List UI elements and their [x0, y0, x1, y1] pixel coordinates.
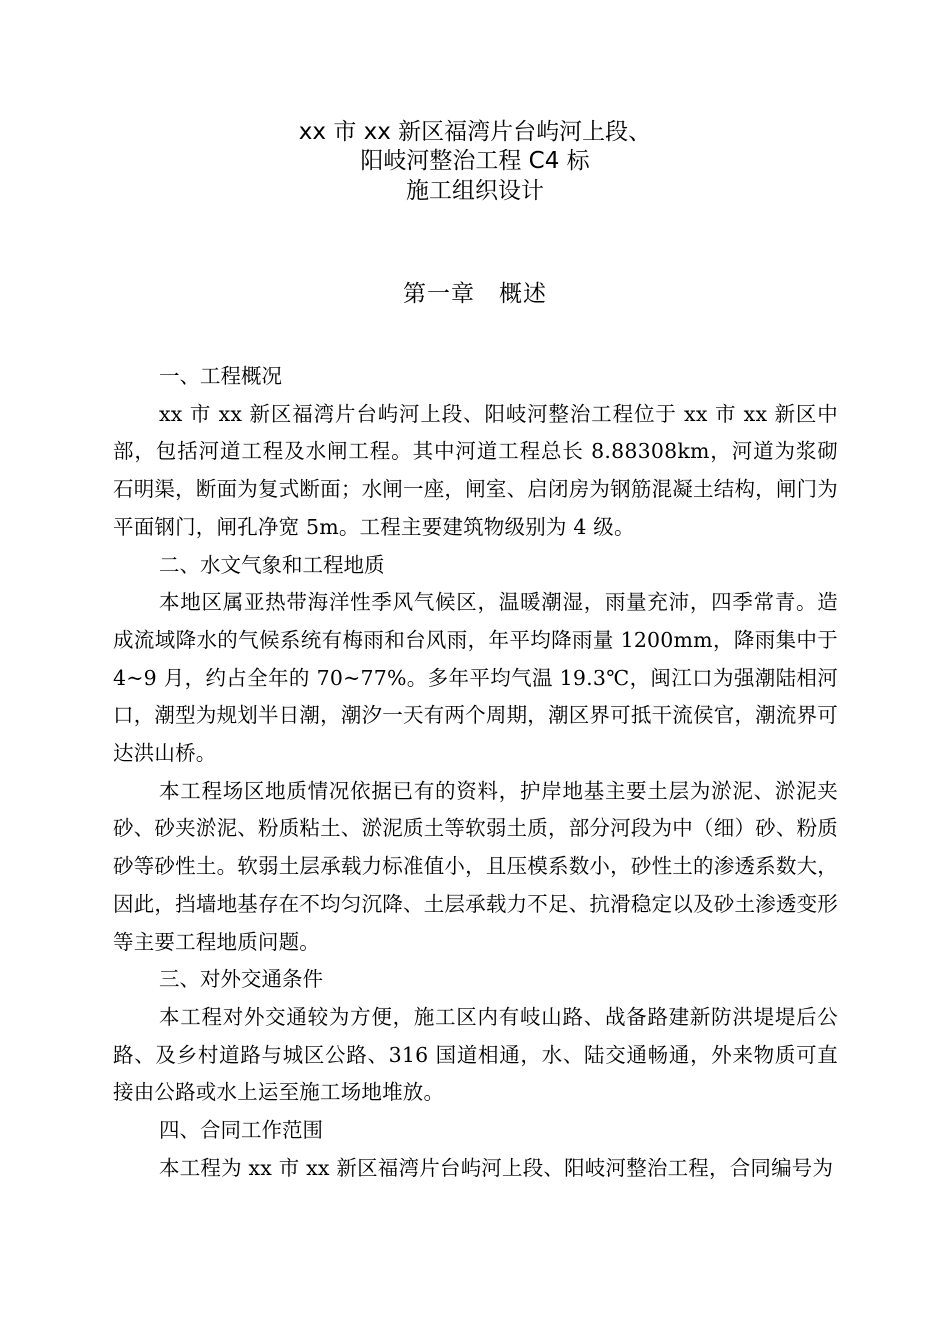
paragraph-geology: 本工程场区地质情况依据已有的资料，护岸地基主要土层为淤泥、淤泥夹砂、砂夹淤泥、粉质粘土、淤泥质土等软弱土质，部分河段为中（细）砂、粉质砂等砂性土。软弱土层承载力标准值小，且压模系数小，砂性土的渗透系数大，因此，挡墙地基存在不均匀沉降、土层承载力不足、抗滑稳定以及砂土渗透变形等主要工程地质问题。 — [113, 778, 838, 954]
section-heading-hydrology-geology: 二、水文气象和工程地质 — [159, 552, 385, 577]
section-heading-overview: 一、工程概况 — [159, 364, 282, 388]
paragraph-project-overview: xx 市 xx 新区福湾片台屿河上段、阳岐河整治工程位于 xx 市 xx 新区中部，包括河道工程及水闸工程。其中河道工程总长 8.88308km，河道为浆砌石明渠，断面为复式断面；水闸一座，闸室、启闭房为钢筋混凝土结构，闸门为平面钢门，闸孔净宽 5m。工程主要建筑物级别为 4 级。 — [113, 401, 838, 539]
section-heading-transport: 三、对外交通条件 — [159, 967, 323, 992]
document-title-line-3: 施工组织设计 — [406, 178, 544, 204]
paragraph-transport: 本工程对外交通较为方便，施工区内有岐山路、战备路建新防洪堤堤后公路、及乡村道路与城区公路、316 国道相通，水、陆交通畅通，外来物质可直接由公路或水上运至施工场地堆放。 — [113, 1004, 838, 1105]
chapter-heading: 第一章 概述 — [403, 281, 547, 307]
document-title-line-2: 阳岐河整治工程 C4 标 — [360, 148, 590, 174]
paragraph-climate: 本地区属亚热带海洋性季风气候区，温暖潮湿，雨量充沛，四季常青。造成流域降水的气候系统有梅雨和台风雨，年平均降雨量 1200mm，降雨集中于 4~9 月，约占全年的 70~77%。多年平均气温 19.3℃，闽江口为强潮陆相河口，潮型为规划半日潮，潮汐一天有两个周期，潮区界可抵干流侯官，潮流界可达洪山桥。 — [113, 590, 838, 765]
document-body — [113, 358, 838, 1187]
section-heading-contract-scope: 四、合同工作范围 — [159, 1118, 323, 1143]
paragraph-contract-scope: 本工程为 xx 市 xx 新区福湾片台屿河上段、阳岐河整治工程，合同编号为 — [159, 1155, 834, 1180]
document-title-line-1: xx 市 xx 新区福湾片台屿河上段、 — [298, 119, 652, 145]
